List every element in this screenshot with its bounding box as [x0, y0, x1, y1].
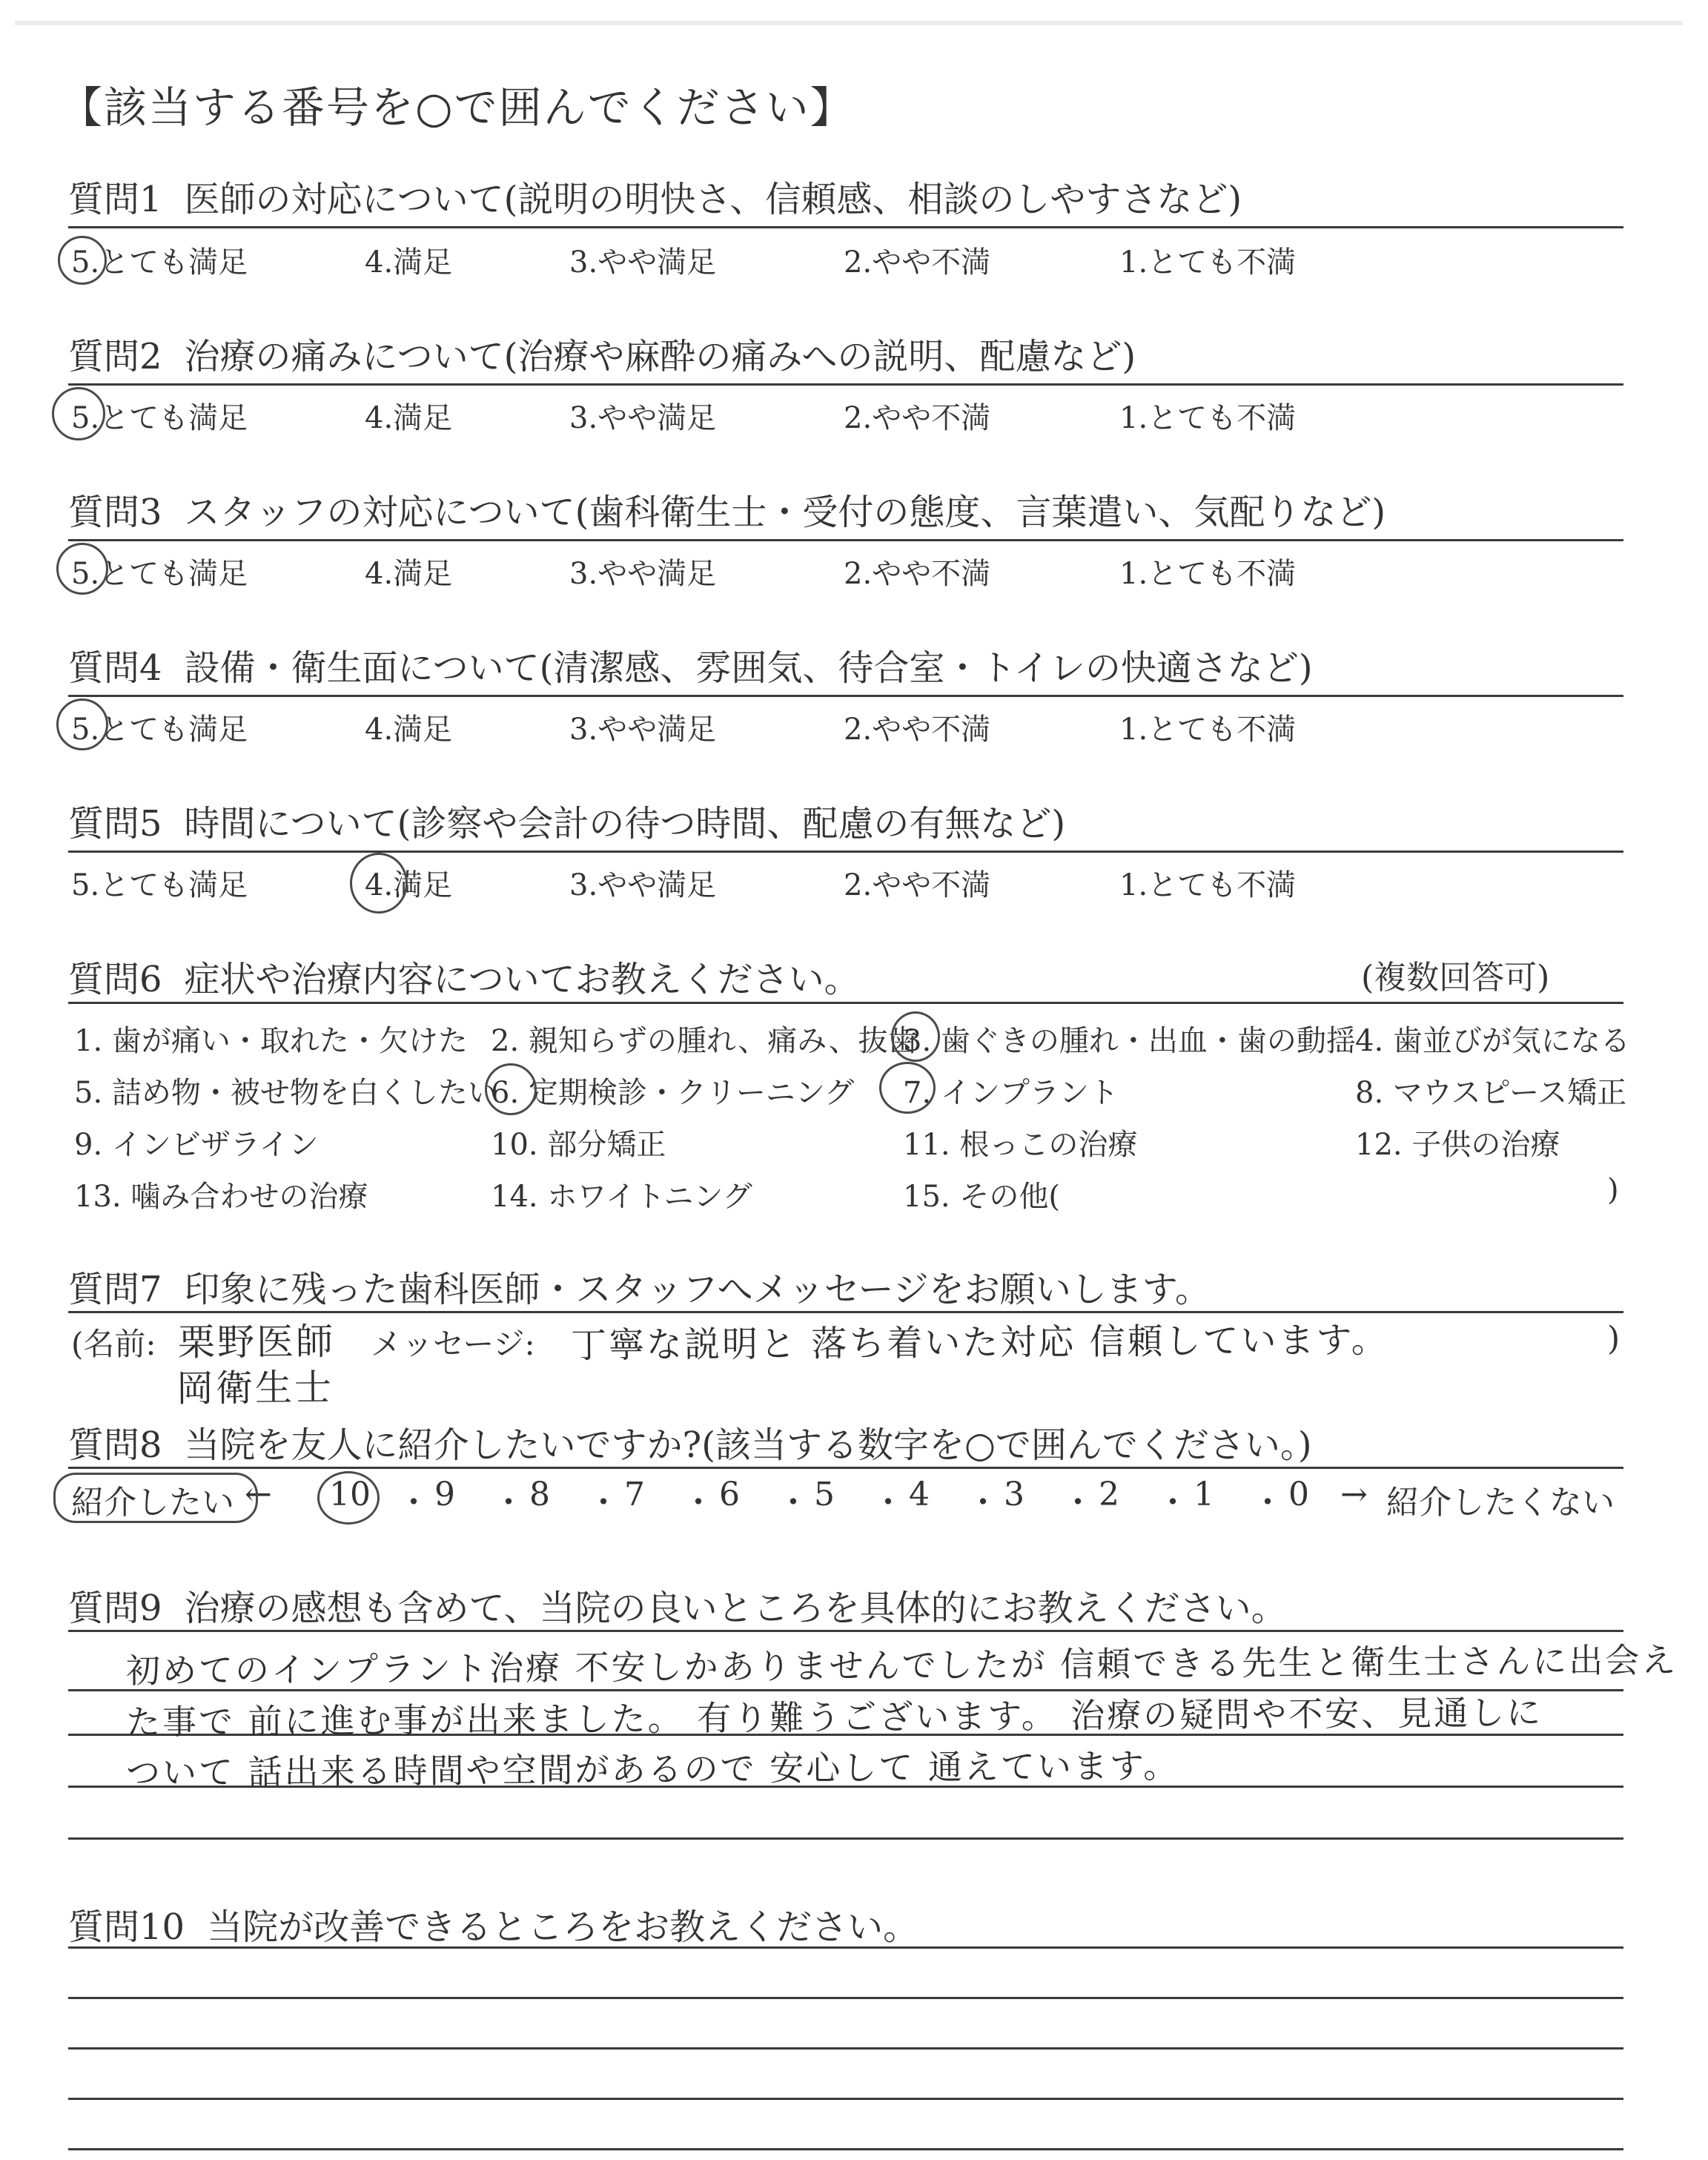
q8-left-label-ellipse	[53, 1473, 258, 1523]
q10-rule-2[interactable]	[68, 1997, 1623, 1999]
q6-item-5[interactable]: 5. 詰め物・被せ物を白くしたい	[74, 1076, 497, 1110]
q6-answer-circle-6	[485, 1063, 537, 1115]
q7-name-value-2[interactable]: 岡衛生士	[176, 1366, 334, 1410]
q1-option-1[interactable]: 1.とても不満	[1119, 245, 1297, 280]
q10-rule-1[interactable]	[68, 1946, 1623, 1949]
q8-score-2[interactable]: 2	[1099, 1476, 1119, 1513]
q6-rule	[68, 1002, 1623, 1004]
q8-score-3[interactable]: 3	[1004, 1476, 1025, 1513]
q3-option-2[interactable]: 2.やや不満	[844, 557, 991, 591]
q2-option-4[interactable]: 4.満足	[365, 401, 453, 435]
q6-item-7[interactable]: 7. インプラント	[903, 1076, 1119, 1110]
q6-item-14[interactable]: 14. ホワイトニング	[491, 1180, 752, 1214]
q5-rule	[68, 851, 1623, 853]
q2-option-2[interactable]: 2.やや不満	[844, 401, 991, 435]
q4-heading	[68, 639, 1313, 690]
q10-rule-5[interactable]	[68, 2148, 1623, 2150]
q1-option-2[interactable]: 2.やや不満	[844, 245, 991, 280]
q6-multiple-note: (複数回答可)	[1361, 959, 1550, 997]
q6-item-10[interactable]: 10. 部分矯正	[491, 1128, 666, 1162]
q7-heading	[68, 1261, 1211, 1312]
q7-message-value[interactable]: 丁寧な説明と 落ち着いた対応 信頼しています。	[570, 1319, 1389, 1367]
q10-text: 当院が改善できるところをお教えください。	[207, 1906, 919, 1948]
q1-text: 医師の対応について(説明の明快さ、信頼感、相談のしやすさなど)	[184, 179, 1242, 220]
q6-number: 質問6	[68, 959, 162, 1000]
q7-text: 印象に残った歯科医師・スタッフへメッセージをお願いします。	[184, 1269, 1211, 1310]
q8-score-5[interactable]: 5	[814, 1476, 835, 1513]
q4-option-4[interactable]: 4.満足	[365, 713, 453, 747]
q6-answer-circle-7	[879, 1062, 936, 1114]
q2-option-5[interactable]: 5.とても満足	[71, 401, 248, 435]
q1-option-3[interactable]: 3.やや満足	[569, 245, 717, 280]
q10-rule-3[interactable]	[68, 2047, 1623, 2050]
q6-item-9[interactable]: 9. インビザライン	[74, 1128, 319, 1162]
q4-number: 質問4	[68, 647, 162, 689]
q6-text: 症状や治療内容についてお教えください。	[184, 959, 860, 1000]
q8-right-label: 紹介したくない	[1386, 1484, 1615, 1522]
q6-heading	[68, 951, 860, 1002]
q10-number: 質問10	[68, 1906, 185, 1948]
q10-heading	[68, 1898, 918, 1949]
q9-text: 治療の感想も含めて、当院の良いところを具体的にお教えください。	[184, 1588, 1287, 1629]
q5-heading	[68, 795, 1065, 846]
q3-rule	[68, 539, 1623, 541]
q8-left-label: 紹介したい	[71, 1484, 234, 1522]
q3-answer-circle	[56, 543, 108, 595]
q6-item-15-close: )	[1607, 1173, 1619, 1207]
q1-rule	[68, 226, 1623, 228]
q8-dot: ・	[967, 1484, 999, 1522]
q7-number: 質問7	[68, 1269, 162, 1310]
q8-right-arrow: →	[1340, 1476, 1368, 1513]
q8-score-7[interactable]: 7	[624, 1476, 645, 1513]
q8-score-9[interactable]: 9	[434, 1476, 455, 1513]
q9-heading	[68, 1579, 1287, 1631]
q8-left-arrow: ←	[245, 1476, 272, 1513]
q6-item-12[interactable]: 12. 子供の治療	[1355, 1128, 1560, 1162]
q8-score-6[interactable]: 6	[719, 1476, 740, 1513]
q10-rule-4[interactable]	[68, 2098, 1623, 2100]
q8-dot: ・	[777, 1484, 810, 1522]
q3-text: スタッフの対応について(歯科衛生士・受付の態度、言葉遣い、気配りなど)	[184, 492, 1386, 533]
q8-score-0[interactable]: 0	[1288, 1476, 1309, 1513]
q7-name-value-1[interactable]: 栗野医師	[177, 1320, 336, 1364]
q8-answer-circle	[317, 1471, 380, 1525]
q1-answer-circle	[58, 236, 107, 285]
q3-option-3[interactable]: 3.やや満足	[569, 557, 717, 591]
q5-text: 時間について(診察や会計の待つ時間、配慮の有無など)	[184, 803, 1066, 845]
q5-option-5[interactable]: 5.とても満足	[71, 868, 248, 902]
q6-item-8[interactable]: 8. マウスピース矯正	[1355, 1076, 1627, 1110]
q4-answer-circle	[56, 698, 108, 750]
q9-rule-1	[68, 1630, 1623, 1632]
q8-rule	[68, 1467, 1623, 1469]
q9-rule-5	[68, 1837, 1623, 1840]
q8-heading	[68, 1416, 1312, 1467]
q8-number: 質問8	[68, 1424, 162, 1466]
q1-option-4[interactable]: 4.満足	[365, 245, 453, 280]
q5-answer-circle	[350, 853, 408, 914]
q5-option-1[interactable]: 1.とても不満	[1119, 868, 1297, 902]
q3-option-4[interactable]: 4.満足	[365, 557, 453, 591]
q8-dot: ・	[872, 1484, 904, 1522]
q5-option-2[interactable]: 2.やや不満	[844, 868, 991, 902]
q6-item-6[interactable]: 6. 定期検診・クリーニング	[491, 1076, 855, 1110]
q6-answer-circle-3	[891, 1011, 940, 1062]
q9-number: 質問9	[68, 1588, 162, 1629]
q9-answer-line-3[interactable]: ついて 話出来る時間や空間があるので 安心して 通えています。	[125, 1745, 1180, 1793]
page-edge	[15, 21, 1683, 25]
q8-score-1[interactable]: 1	[1194, 1476, 1214, 1513]
q3-number: 質問3	[68, 492, 162, 533]
q2-option-1[interactable]: 1.とても不満	[1119, 401, 1297, 435]
q9-answer-line-2[interactable]: た事で 前に進む事が出来ました。 有り難うございます。 治療の疑問や不安、見通しに	[125, 1692, 1543, 1743]
q6-item-1[interactable]: 1. 歯が痛い・取れた・欠けた	[74, 1024, 468, 1058]
q3-option-1[interactable]: 1.とても不満	[1119, 557, 1297, 591]
q8-text: 当院を友人に紹介したいですか?(該当する数字を○で囲んでください。)	[184, 1424, 1312, 1466]
q2-option-3[interactable]: 3.やや満足	[569, 401, 717, 435]
q6-item-13[interactable]: 13. 噛み合わせの治療	[74, 1180, 368, 1214]
q8-dot: ・	[1251, 1484, 1284, 1522]
q3-heading	[68, 483, 1386, 535]
q9-answer-line-1[interactable]: 初めてのインプラント治療 不安しかありませんでしたが 信頼できる先生と衛生士さんに出会え	[125, 1639, 1678, 1691]
q7-message-label: メッセージ:	[371, 1326, 535, 1362]
q2-rule	[68, 383, 1623, 386]
q8-dot: ・	[1062, 1484, 1094, 1522]
q4-option-5[interactable]: 5.とても満足	[71, 713, 248, 747]
q4-option-2[interactable]: 2.やや不満	[844, 713, 991, 747]
q8-dot: ・	[1156, 1484, 1189, 1522]
q2-text: 治療の痛みについて(治療や麻酔の痛みへの説明、配慮など)	[184, 336, 1136, 377]
q7-name-label: (名前:	[71, 1326, 156, 1362]
q5-number: 質問5	[68, 803, 162, 845]
q6-item-2[interactable]: 2. 親知らずの腫れ、痛み、抜歯	[491, 1024, 918, 1058]
q2-heading	[68, 328, 1136, 379]
q2-number: 質問2	[68, 336, 162, 377]
q4-text: 設備・衛生面について(清潔感、雰囲気、待合室・トイレの快適さなど)	[184, 647, 1313, 689]
q4-option-1[interactable]: 1.とても不満	[1119, 713, 1297, 747]
page-title: 【該当する番号を○で囲んでください】	[59, 82, 855, 133]
q8-dot: ・	[397, 1484, 430, 1522]
q2-answer-circle	[52, 387, 105, 440]
q5-option-3[interactable]: 3.やや満足	[569, 868, 717, 902]
q5-option-4[interactable]: 4.満足	[365, 868, 453, 902]
q8-dot: ・	[682, 1484, 715, 1522]
q4-option-3[interactable]: 3.やや満足	[569, 713, 717, 747]
q4-rule	[68, 695, 1623, 697]
q8-score-10[interactable]: 10	[329, 1476, 371, 1513]
q7-close-paren: )	[1607, 1320, 1621, 1358]
q6-item-11[interactable]: 11. 根っこの治療	[903, 1128, 1138, 1162]
q6-item-15[interactable]: 15. その他(	[903, 1180, 1060, 1214]
q1-heading	[68, 171, 1242, 222]
q1-option-5[interactable]: 5.とても満足	[71, 245, 248, 280]
q8-dot: ・	[587, 1484, 620, 1522]
q8-score-8[interactable]: 8	[529, 1476, 550, 1513]
q6-item-3[interactable]: 3. 歯ぐきの腫れ・出血・歯の動揺	[903, 1024, 1356, 1058]
q8-score-4[interactable]: 4	[909, 1476, 930, 1513]
q3-option-5[interactable]: 5.とても満足	[71, 557, 248, 591]
q1-number: 質問1	[68, 179, 162, 220]
q6-item-4[interactable]: 4. 歯並びが気になる	[1355, 1024, 1630, 1058]
q8-dot: ・	[492, 1484, 525, 1522]
